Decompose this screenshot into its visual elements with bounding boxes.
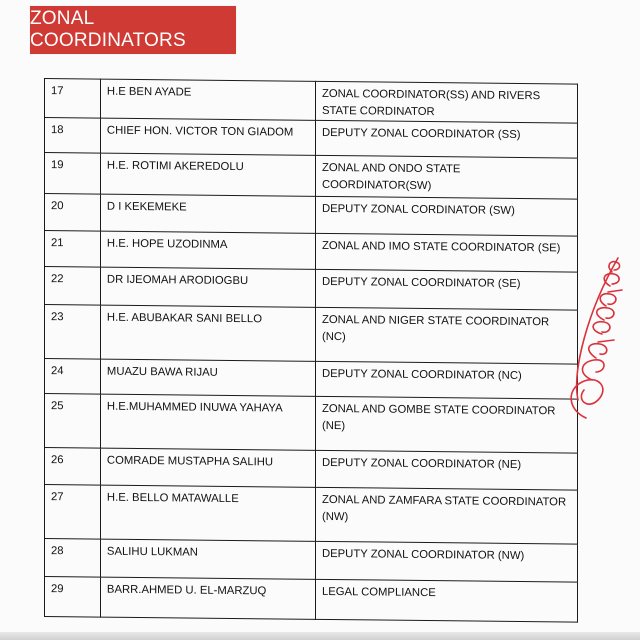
coordinator-role: ZONAL AND ONDO STATE COORDINATOR(SW) bbox=[315, 155, 577, 199]
row-number: 18 bbox=[45, 118, 101, 154]
row-number: 29 bbox=[45, 577, 101, 618]
coordinator-name: H.E. ROTIMI AKEREDOLU bbox=[100, 153, 315, 196]
table-row bbox=[45, 267, 578, 311]
row-number: 19 bbox=[45, 153, 101, 195]
coordinator-role: DEPUTY ZONAL COORDINATOR (NC) bbox=[315, 361, 577, 399]
coordinator-name: H.E BEN AYADE bbox=[100, 79, 315, 120]
table-row bbox=[45, 118, 578, 159]
row-number: 28 bbox=[45, 539, 101, 578]
row-number: 25 bbox=[45, 394, 101, 449]
coordinator-name: SALIHU LUKMAN bbox=[100, 539, 315, 579]
coordinators-table-wrapper bbox=[44, 78, 578, 628]
table-row bbox=[45, 394, 578, 454]
coordinator-name: BARR.AHMED U. EL-MARZUQ bbox=[100, 577, 315, 619]
coordinator-role: ZONAL COORDINATOR(SS) AND RIVERS STATE CORDINATOR bbox=[315, 81, 577, 123]
coordinator-role: DEPUTY ZONAL COORDINATOR (NE) bbox=[315, 450, 577, 490]
table-row bbox=[45, 79, 578, 124]
coordinator-role: ZONAL AND NIGER STATE COORDINATOR (NC) bbox=[315, 307, 577, 364]
table-row bbox=[45, 231, 578, 273]
table-row bbox=[45, 448, 578, 491]
table-row bbox=[45, 539, 578, 583]
handwritten-signature-icon bbox=[558, 250, 638, 430]
row-number: 21 bbox=[45, 231, 101, 268]
row-number: 27 bbox=[45, 485, 101, 540]
coordinator-role: DEPUTY ZONAL COORDINATOR (SE) bbox=[315, 269, 577, 310]
coordinator-name: H.E. BELLO MATAWALLE bbox=[100, 485, 315, 541]
coordinator-role: ZONAL AND IMO STATE COORDINATOR (SE) bbox=[315, 233, 577, 272]
coordinator-name: DR IJEOMAH ARODIOGBU bbox=[100, 267, 315, 307]
coordinator-name: H.E.MUHAMMED INUWA YAHAYA bbox=[100, 394, 315, 450]
table-row bbox=[45, 485, 578, 545]
coordinator-name: H.E. HOPE UZODINMA bbox=[100, 231, 315, 269]
coordinators-table bbox=[44, 78, 578, 623]
row-number: 24 bbox=[45, 359, 101, 395]
coordinator-role: DEPUTY ZONAL CORDINATOR (SW) bbox=[315, 196, 577, 236]
table-row bbox=[45, 194, 578, 237]
table-row bbox=[45, 577, 578, 623]
coordinator-name: MUAZU BAWA RIJAU bbox=[100, 359, 315, 396]
coordinator-role: ZONAL AND ZAMFARA STATE COORDINATOR (NW) bbox=[315, 487, 577, 544]
section-title: ZONAL COORDINATORS bbox=[30, 8, 186, 51]
coordinator-name: COMRADE MUSTAPHA SALIHU bbox=[100, 448, 315, 487]
coordinator-name: D I KEKEMEKE bbox=[100, 194, 315, 233]
table-row bbox=[45, 305, 578, 365]
table-row bbox=[45, 359, 578, 400]
coordinator-role: DEPUTY ZONAL COORDINATOR (NW) bbox=[315, 541, 577, 582]
page-edge bbox=[0, 632, 640, 640]
coordinator-name: H.E. ABUBAKAR SANI BELLO bbox=[100, 305, 315, 361]
table-row bbox=[45, 153, 578, 200]
coordinator-role: DEPUTY ZONAL COORDINATOR (SS) bbox=[315, 120, 577, 158]
coordinator-role: ZONAL AND GOMBE STATE COORDINATOR (NE) bbox=[315, 396, 577, 453]
coordinator-role: LEGAL COMPLIANCE bbox=[315, 579, 577, 622]
coordinator-name: CHIEF HON. VICTOR TON GIADOM bbox=[100, 118, 315, 155]
row-number: 26 bbox=[45, 448, 101, 486]
row-number: 22 bbox=[45, 267, 101, 306]
row-number: 20 bbox=[45, 194, 101, 232]
row-number: 17 bbox=[45, 79, 101, 119]
row-number: 23 bbox=[45, 305, 101, 360]
section-title-banner bbox=[30, 6, 236, 54]
